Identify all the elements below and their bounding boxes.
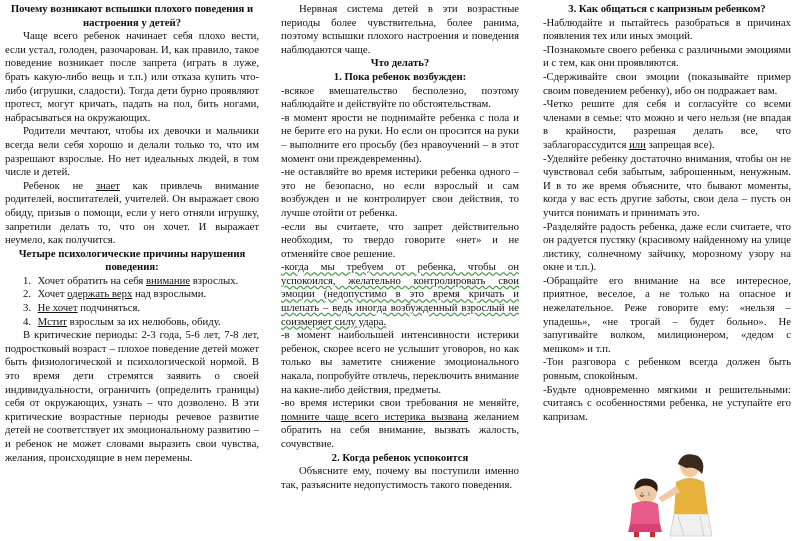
- list-item: -Сдерживайте свои эмоции (показывайте пример своим поведением ребенку), ибо он подражает вам.: [543, 70, 791, 97]
- column-left: [5, 3, 259, 539]
- list-item: -Наблюдайте и пытайтесь разобраться в причинах появления тех или иных эмоций.: [543, 16, 791, 43]
- list-item: -если вы считаете, что запрет действительно необходим, то твердо говорите «нет» и не отменяйте свое решение.: [281, 220, 519, 260]
- paragraph-child-attention: Ребенок не знает как привлечь внимание родителей, воспитателей, учителей. Он выражает свою обиду, призыв о помощи, если у него отняли игрушку, запретили делать то, что он хочет. И выражает неумело, как получится.: [5, 179, 259, 247]
- list-item: -в момент ярости не поднимайте ребенка с пола и не берите его на руки. Но если он просится на руки – выполните его просьбу (без нравоучений – в этот момент они преждевременны).: [281, 111, 519, 165]
- list-item: -в момент наибольшей интенсивности истерики ребенок, скорее всего не услышит уговоров, но как только вы заметите снижение эмоционального накала, попробуйте отвлечь, переключить внимание на какие-либо действия, предметы.: [281, 329, 519, 396]
- paragraph-causes: Чаще всего ребенок начинает себя плохо вести, если устал, голоден, разочарован. И, как правило, такое поведение возникает после запрета (играть в луже, брать какую-либо вещь и т.п.) или отказа купить что-либо (игрушки, сладости). Тогда дети бурно проявляют протест, могут кричать, падать на пол, бить ногами, набрасываться на окружающих.: [5, 30, 259, 124]
- heading-four-reasons: Четыре психологические причины нарушения поведения:: [18, 247, 246, 274]
- list-item: -Обращайте его внимание на все интересное, приятное, веселое, а не только на опасное и нежелательное. Реже говорите ему: «нельзя – упадешь», «не трогай – будет больно». Не запугивайте волком, милиционером, «дедом с мешком» и т.п.: [543, 274, 791, 355]
- list-item: -Познакомьте своего ребенка с различными эмоциями и с тем, как они проявляются.: [543, 43, 791, 70]
- list-item: 4. Мстит взрослым за их нелюбовь, обиду.: [23, 315, 221, 328]
- heading-while-excited: 1. Пока ребенок возбужден:: [333, 70, 467, 83]
- list-item: 1. Хочет обратить на себя внимание взрослых.: [23, 274, 239, 287]
- list-item: -всякое вмешательство бесполезно, поэтому наблюдайте и действуйте по обстоятельствам.: [281, 84, 519, 111]
- paragraph-critical-periods: В критические периоды: 2-3 года, 5-6 лет, 7-8 лет, подростковый возраст – плохое поведение детей может быть физиологической и психологической нормой. В это время дети стремятся заявить о своей индивидуальности, ограничить (определить границы) себя от окружающих, узнать – что дозволено. В эти критические возрастные периоды речевое развитие детей не соответствует их эмоциональному развитию – и ребенок не может словами выразить свои чувства, желания, происходящие в нем перемены.: [5, 329, 259, 464]
- list-item: 3. Не хочет подчиняться.: [23, 302, 141, 315]
- paragraph-nervous-system: Нервная система детей в эти возрастные периоды более чувствительна, более ранима, поэтому вспышки плохого настроения и поведения наблюдаются чаще.: [281, 3, 519, 56]
- column-middle: [281, 3, 519, 539]
- list-item: -Тон разговора с ребенком всегда должен быть ровным, спокойным.: [543, 356, 791, 383]
- list-item: -Будьте одновременно мягкими и решительными: считаясь с особенностями ребенка, не уступайте его капризам.: [543, 383, 791, 423]
- list-item: -во время истерики свои требования не меняйте, помните чаще всего истерика вызвана желанием обратить на себя внимание, вызвать жалость, сочувствие.: [281, 397, 519, 450]
- heading-why-outbursts: Почему возникают вспышки плохого поведения и настроения у детей?: [10, 3, 254, 29]
- list-item: -Разделяйте радость ребенка, даже если считаете, что он радуется пустяку (красивому найденному на улице листику, солнечному зайчику, морозному узору на окне и т.п.).: [543, 220, 791, 274]
- paragraph-explain: Объясните ему, почему вы поступили именно так, разъясните недопустимость такого поведения.: [281, 465, 519, 491]
- heading-what-to-do: Что делать?: [370, 57, 430, 70]
- list-item: 2. Хочет одержать верх над взрослыми.: [23, 288, 207, 301]
- list-item: -Уделяйте ребенку достаточно внимания, чтобы он не чувствовал себя забытым, заброшенным, ненужным. И в то же время объясните, что бывают моменты, когда у вас есть другие заботы, свои дела – пусть он учится понимать и принимать это.: [543, 152, 791, 219]
- list-item: -когда мы требуем от ребенка, чтобы он успокоился, желательно контролировать свои эмоции (недопустимо в это время кричать и шлепать – ведь иногда возбужденный взрослый не соизмеряет силу удара.: [281, 261, 519, 328]
- heading-when-calm: 2. Когда ребенок успокоится: [331, 451, 469, 464]
- mother-and-crying-child-illustration-icon: [612, 452, 728, 538]
- paragraph-parents-dream: Родители мечтают, чтобы их девочки и мальчики всегда вели себя хорошо и делали только то, что им разрешают взрослые. Но нет идеальных людей, в том числе и детей.: [5, 125, 259, 179]
- heading-how-to-communicate: 3. Как общаться с капризным ребенком?: [568, 3, 766, 15]
- list-item: -Четко решите для себя и согласуйте со всеми членами в семье: что можно и чего нельзя (не впадая в крайности, разрешая делать все, что заблагорассудится или запрещая все).: [543, 98, 791, 151]
- list-item: -не оставляйте во время истерики ребенка одного – это не безопасно, но если взрослый и сам возбужден и не контролирует свои действия, то лучше отойти от ребенка.: [281, 166, 519, 219]
